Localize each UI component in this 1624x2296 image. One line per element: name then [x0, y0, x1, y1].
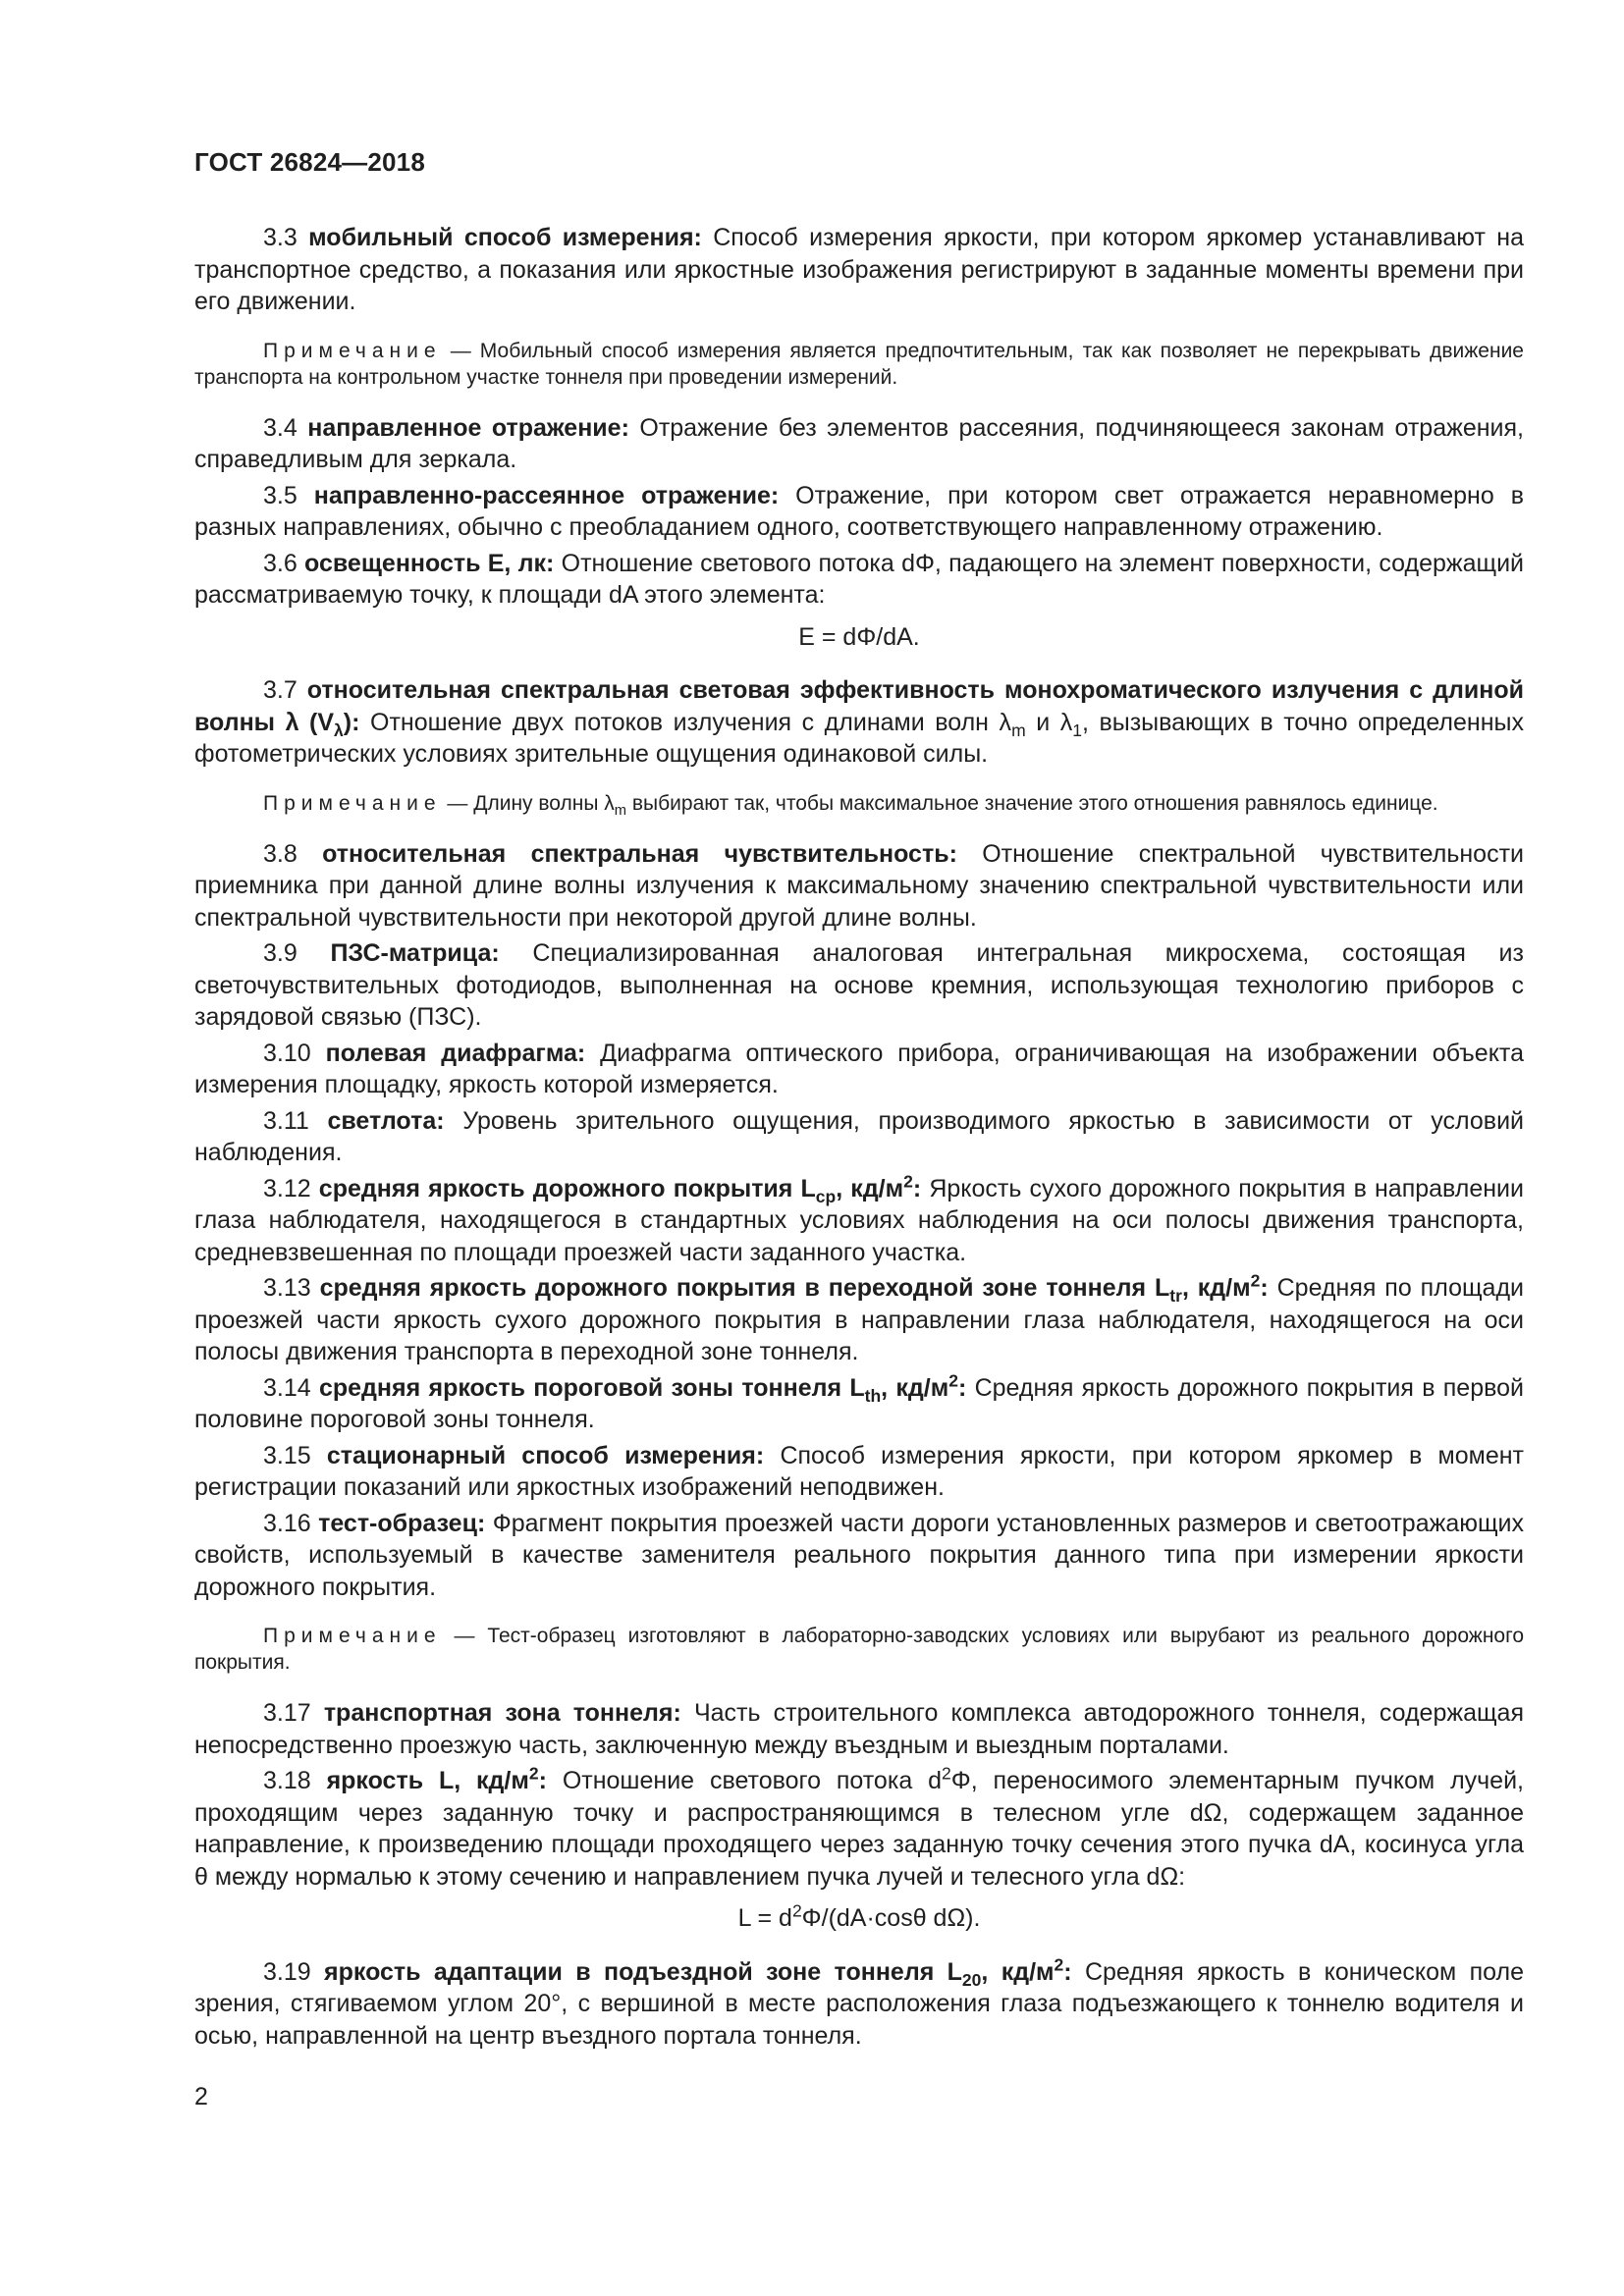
superscript: 2	[942, 1763, 951, 1784]
note-3-7	[194, 790, 1524, 817]
definition-3-11	[194, 1105, 1524, 1169]
term-subscript: th	[864, 1385, 882, 1406]
definition-3-3	[194, 222, 1524, 318]
document-code-header: ГОСТ 26824—2018	[194, 147, 425, 177]
note-text: — Длину волны λ	[447, 791, 615, 815]
term-superscript: 2	[903, 1171, 913, 1192]
term-part: яркость адаптации в подъездной зоне тоннеля L	[324, 1957, 962, 1986]
definition-3-15	[194, 1440, 1524, 1504]
section-number: 3.18	[263, 1767, 311, 1794]
definition-text: и λ	[1036, 708, 1073, 736]
note-label: Примечание	[263, 791, 442, 815]
note-text: выбирают так, чтобы максимальное значение этого отношения равнялось единице.	[631, 791, 1438, 815]
term: ПЗС-матрица:	[330, 939, 500, 967]
definition-3-8	[194, 838, 1524, 934]
term: направленное отражение:	[307, 413, 629, 442]
note-3-16	[194, 1623, 1524, 1676]
term-part: , кд/м	[836, 1174, 904, 1202]
term: направленно-рассеянное отражение:	[313, 481, 780, 509]
note-label: Примечание	[263, 1625, 442, 1647]
definition-text: Уровень зрительного ощущения, производимого яркостью в зависимости от условий наблюдения.	[194, 1106, 1525, 1166]
term-subscript: λ	[334, 720, 344, 740]
definition-text: Отражение, при котором свет отражается неравномерно в разных направлениях, обычно с преобладанием одного, соответствующего направленному отражению.	[194, 481, 1524, 541]
note-label: Примечание	[263, 339, 442, 362]
term: освещенность E, лк:	[304, 549, 555, 577]
definition-text: Способ измерения яркости, при котором яркомер устанавливают на транспортное средство, а показания или яркостные изображения регистрируют в заданные моменты времени при его движении.	[194, 224, 1524, 315]
term-subscript: ср	[815, 1186, 837, 1206]
section-number: 3.10	[263, 1039, 311, 1067]
note-text: — Мобильный способ измерения является предпочтительным, так как позволяет не перекрывать движение транспорта на контрольном участке тоннеля при проведении измерений.	[194, 339, 1524, 389]
section-number: 3.17	[263, 1699, 311, 1727]
term-part: средняя яркость дорожного покрытия L	[318, 1174, 816, 1202]
definition-3-7	[194, 674, 1524, 771]
term	[318, 1171, 922, 1206]
section-number: 3.3	[263, 224, 298, 251]
term: транспортная зона тоннеля:	[323, 1699, 681, 1727]
definition-text: Отношение светового потока d	[562, 1767, 943, 1794]
term-superscript: 2	[948, 1370, 958, 1391]
definition-3-9	[194, 937, 1524, 1034]
section-number: 3.5	[263, 481, 298, 509]
definition-text: Отношение двух потоков излучения с длинами волн λ	[370, 708, 1012, 736]
page-number: 2	[194, 2083, 208, 2110]
formula-illuminance: E = dΦ/dA.	[798, 622, 920, 651]
section-number: 3.9	[263, 939, 298, 967]
definition-3-12	[194, 1173, 1524, 1269]
term: тест-образец:	[318, 1509, 486, 1537]
term-part: яркость L, кд/м	[326, 1767, 529, 1794]
subscript: m	[1011, 720, 1026, 740]
term-part: :	[1063, 1957, 1072, 1986]
definition-text: Способ измерения яркости, при котором яркомер в момент регистрации показаний или яркостных изображений неподвижен.	[194, 1441, 1524, 1501]
formula-superscript: 2	[791, 1900, 802, 1921]
term: полевая диафрагма:	[325, 1039, 586, 1067]
definition-3-4	[194, 412, 1524, 476]
definition-3-13	[194, 1272, 1524, 1368]
definition-text: Средняя яркость дорожного покрытия в первой половине пороговой зоны тоннеля.	[194, 1373, 1524, 1433]
definition-3-16	[194, 1508, 1524, 1604]
document-body	[194, 222, 1524, 2056]
definition-3-17	[194, 1697, 1524, 1761]
definition-3-18	[194, 1765, 1524, 1893]
definition-3-10	[194, 1038, 1524, 1101]
section-number: 3.19	[263, 1957, 311, 1986]
definition-3-14	[194, 1372, 1524, 1436]
formula-part: L = d	[737, 1904, 792, 1932]
term-part: средняя яркость дорожного покрытия в переходной зоне тоннеля L	[319, 1274, 1170, 1302]
section-number: 3.12	[263, 1174, 311, 1202]
definition-3-19	[194, 1956, 1524, 2053]
term-subscript: 20	[961, 1969, 982, 1990]
definition-text: Отношение спектральной чувствительности приемника при данной длине волны излучения к максимальному значению спектральной чувствительности или спектральной чувствительности при некоторой другой длине волны.	[194, 839, 1524, 932]
definition-3-5	[194, 480, 1524, 544]
term-superscript: 2	[528, 1763, 539, 1784]
definition-text: Средняя яркость в коническом поле зрения, стягиваемом углом 20°, с вершиной в месте расположения глаза подъезжающего к тоннелю водителя и осью, направленной на центр въездного портала тоннеля.	[194, 1957, 1524, 2050]
term: светлота:	[327, 1106, 445, 1135]
section-number: 3.14	[263, 1373, 311, 1402]
note-text: — Тест-образец изготовляют в лабораторно-заводских условиях или вырубают из реального дорожного покрытия.	[194, 1625, 1524, 1674]
subscript: 1	[1072, 720, 1082, 740]
section-number: 3.15	[263, 1441, 311, 1469]
note-3-3	[194, 338, 1524, 391]
section-number: 3.7	[263, 676, 298, 704]
term-part: :	[538, 1767, 547, 1794]
definition-text: Часть строительного комплекса автодорожного тоннеля, содержащая непосредственно проезжую часть, заключенную между въездным и выездным порталами.	[194, 1699, 1524, 1759]
definition-text: Яркость сухого дорожного покрытия в направлении глаза наблюдателя, находящегося в стандартных условиях наблюдения на оси полосы движения транспорта, средневзвешенная по площади проезжей части заданного участка.	[194, 1174, 1524, 1266]
term: стационарный способ измерения:	[326, 1441, 765, 1469]
definition-text: Диафрагма оптического прибора, ограничивающая на изображении объекта измерения площадку, яркость которой измеряется.	[194, 1039, 1525, 1098]
definition-text: Специализированная аналоговая интегральная микросхема, состоящая из светочувствительных фотодиодов, выполненная на основе кремния, использующая технологию приборов с зарядовой связью (ПЗС).	[194, 939, 1524, 1031]
definition-text: Отношение светового потока dΦ, падающего на элемент поверхности, содержащий рассматриваемую точку, к площади dA этого элемента:	[194, 549, 1525, 609]
term-part: , кд/м	[1181, 1274, 1251, 1302]
formula-part: Φ/(dA·cosθ dΩ).	[801, 1904, 981, 1932]
term-superscript: 2	[1054, 1954, 1064, 1975]
subscript: m	[614, 802, 627, 819]
term: мобильный способ измерения:	[308, 224, 702, 251]
definition-text: Средняя по площади проезжей части яркость сухого дорожного покрытия в направлении глаза наблюдателя, находящегося на оси полосы движения транспорта в переходной зоне тоннеля.	[194, 1274, 1524, 1365]
term-part: средняя яркость пороговой зоны тоннеля L	[318, 1373, 865, 1402]
term-part: :	[957, 1373, 967, 1402]
formula-luminance	[194, 1902, 1524, 1935]
term-part: , кд/м	[881, 1373, 949, 1402]
term-part: относительная спектральная световая эффективность монохроматического излучения с длиной волны λ (V	[194, 676, 1524, 736]
definition-text: Фрагмент покрытия проезжей части дороги установленных размеров и светоотражающих свойств, используемый в качестве заменителя реального покрытия данного типа при измерении яркости дорожного покрытия.	[194, 1509, 1525, 1601]
section-number: 3.16	[263, 1509, 311, 1537]
term-part: :	[912, 1174, 922, 1202]
term-part: :	[1260, 1274, 1269, 1302]
term	[324, 1954, 1072, 1990]
section-number: 3.13	[263, 1274, 311, 1302]
section-number: 3.4	[263, 413, 298, 442]
section-number: 3.8	[263, 839, 298, 868]
term	[319, 1270, 1269, 1306]
definition-3-6	[194, 548, 1524, 612]
term: относительная спектральная чувствительность:	[322, 839, 957, 868]
term-subscript: tr	[1169, 1286, 1182, 1306]
term	[326, 1763, 547, 1794]
term-part: ):	[343, 708, 360, 736]
section-number: 3.11	[263, 1106, 309, 1135]
definition-text: , вызывающих в точно определенных фотометрических условиях зрительные ощущения одинаковой силы.	[194, 708, 1524, 768]
definition-text: Φ, переносимого элементарным пучком лучей, проходящим через заданную точку и распространяющимся в телесном угле dΩ, содержащем заданное направление, к произведению площади проходящего через заданную точку сечения этого пучка dA, косинуса угла θ между нормалью к этому сечению и направлением пучка лучей и телесного угла dΩ:	[194, 1767, 1524, 1891]
term	[318, 1370, 967, 1406]
term-part: , кд/м	[981, 1957, 1055, 1986]
term-superscript: 2	[1250, 1270, 1261, 1291]
section-number: 3.6	[263, 549, 298, 577]
definition-text: Отражение без элементов рассеяния, подчиняющееся законам отражения, справедливым для зеркала.	[194, 413, 1524, 473]
